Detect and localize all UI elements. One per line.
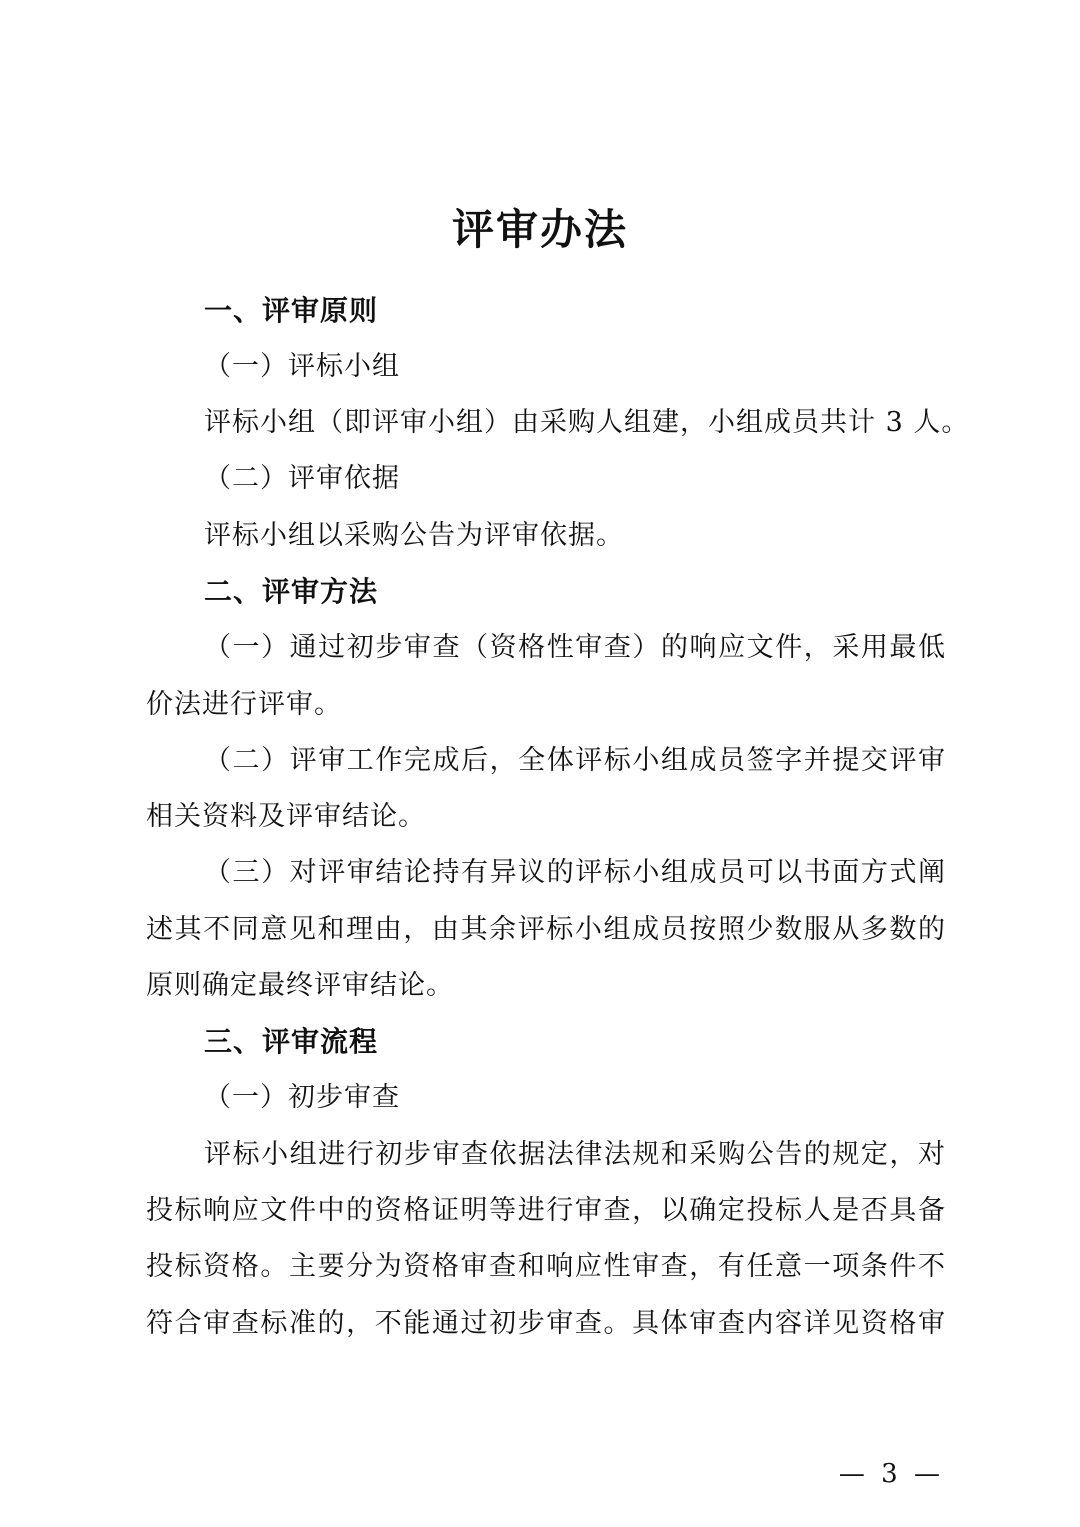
paragraph-evaluation-basis: 评标小组以采购公告为评审依据。 [204, 520, 624, 551]
paragraph-method-2-line-1: （二）评审工作完成后，全体评标小组成员签字并提交评审 [204, 745, 946, 776]
paragraph-preliminary-line-2: 投标响应文件中的资格证明等进行审查，以确定投标人是否具备 [146, 1195, 946, 1226]
page-number: — 3 — [838, 1459, 944, 1489]
paragraph-method-3-line-3: 原则确定最终评审结论。 [146, 970, 454, 1001]
paragraph-preliminary-line-3: 投标资格。主要分为资格审查和响应性审查，有任意一项条件不 [146, 1251, 946, 1282]
paragraph-method-1-line-1: （一）通过初步审查（资格性审查）的响应文件，采用最低 [204, 632, 946, 663]
paragraph-preliminary-line-4: 符合审查标准的，不能通过初步审查。具体审查内容详见资格审 [146, 1308, 946, 1339]
document-title: 评审办法 [451, 205, 628, 254]
paragraph-preliminary-line-1: 评标小组进行初步审查依据法律法规和采购公告的规定，对 [204, 1139, 946, 1170]
subheading-preliminary-review: （一）初步审查 [204, 1082, 400, 1113]
paragraph-evaluation-panel: 评标小组（即评审小组）由采购人组建，小组成员共计 3 人。 [204, 407, 970, 438]
section-heading-process: 三、评审流程 [204, 1025, 379, 1058]
paragraph-method-2-line-2: 相关资料及评审结论。 [146, 801, 426, 832]
subheading-evaluation-basis: （二）评审依据 [204, 463, 400, 494]
paragraph-method-3-line-1: （三）对评审结论持有异议的评标小组成员可以书面方式阐 [204, 857, 946, 888]
section-heading-principles: 一、评审原则 [204, 294, 379, 327]
section-heading-methods: 二、评审方法 [204, 575, 379, 608]
paragraph-method-3-line-2: 述其不同意见和理由，由其余评标小组成员按照少数服从多数的 [146, 914, 946, 945]
paragraph-method-1-line-2: 价法进行评审。 [146, 689, 342, 720]
subheading-evaluation-panel: （一）评标小组 [204, 351, 400, 382]
